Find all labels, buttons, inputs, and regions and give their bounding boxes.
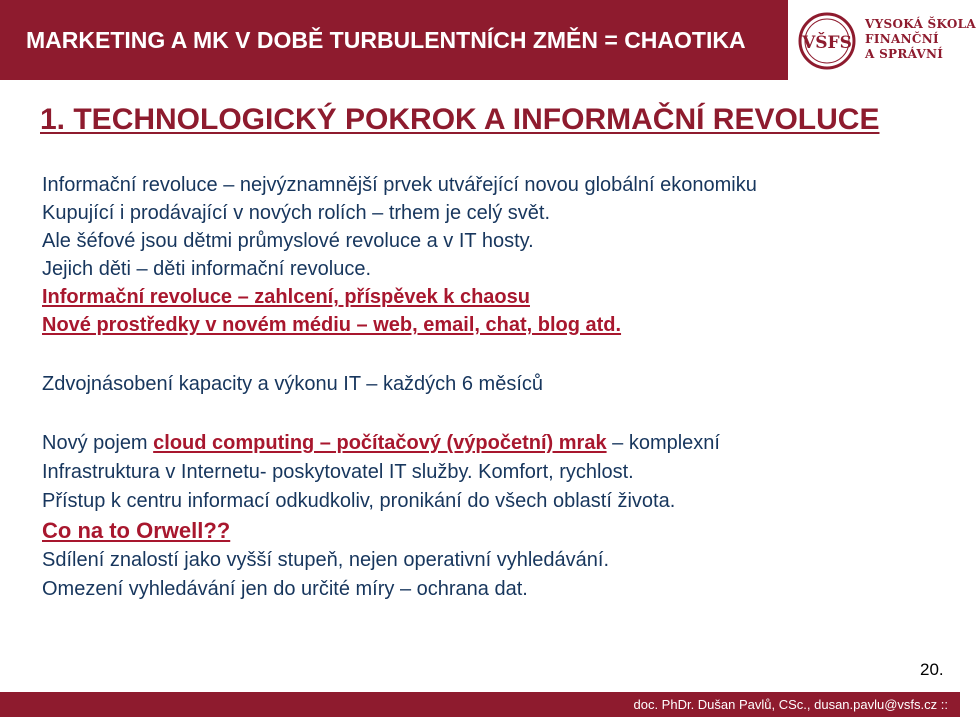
text-line-12: Sdílení znalostí jako vyšší stupeň, nejen operativní vyhledávání. [42,549,610,571]
text-line-3: Ale šéfové jsou dětmi průmyslové revoluce a v IT hosty. [42,230,534,252]
text-line-4: Jejich děti – děti informační revoluce. [42,258,372,280]
header-title: MARKETING A MK V DOBĚ TURBULENTNÍCH ZMĚN = CHAOTIKA [26,27,746,53]
slide-title: 1. TECHNOLOGICKÝ POKROK A INFORMAČNÍ REVOLUCE [40,103,880,136]
text-line-5: Informační revoluce – zahlcení, příspěvek k chaosu [42,286,530,308]
footer-author: doc. PhDr. Dušan Pavlů, CSc., dusan.pavlu@vsfs.cz :: [633,697,948,712]
text-line-8 [42,432,720,455]
header-bar [0,0,788,80]
logo-text [865,17,976,62]
page-number: 20. [920,660,944,679]
text-line-13: Omezení vyhledávání jen do určité míry – ochrana dat. [42,578,528,600]
text-line-10: Přístup k centru informací odkudkoliv, pronikání do všech oblastí života. [42,490,676,512]
logo-line-2: FINANČNÍ [865,32,939,46]
line-8-prefix: Nový pojem [42,432,154,454]
text-line-7: Zdvojnásobení kapacity a výkonu IT – každých 6 měsíců [42,373,544,395]
text-line-2: Kupující i prodávající v nových rolích – trhem je celý svět. [42,202,550,224]
footer-bar [0,692,960,717]
line-8-suffix: – komplexní [606,432,720,454]
school-logo [788,0,976,80]
vsfs-logo-icon [798,12,856,70]
cloud-computing-term: cloud computing – počítačový (výpočetní) mrak [153,432,607,454]
text-line-1: Informační revoluce – nejvýznamnější prvek utvářející novou globální ekonomiku [42,174,757,196]
logo-line-3: A SPRÁVNÍ [865,47,944,61]
logo-line-1: VYSOKÁ ŠKOLA [865,17,976,31]
text-line-11: Co na to Orwell?? [42,518,231,543]
logo-mark-text: VŠFS [802,33,852,53]
text-line-6: Nové prostředky v novém médiu – web, email, chat, blog atd. [42,314,622,336]
text-line-9: Infrastruktura v Internetu- poskytovatel IT služby. Komfort, rychlost. [42,461,634,483]
